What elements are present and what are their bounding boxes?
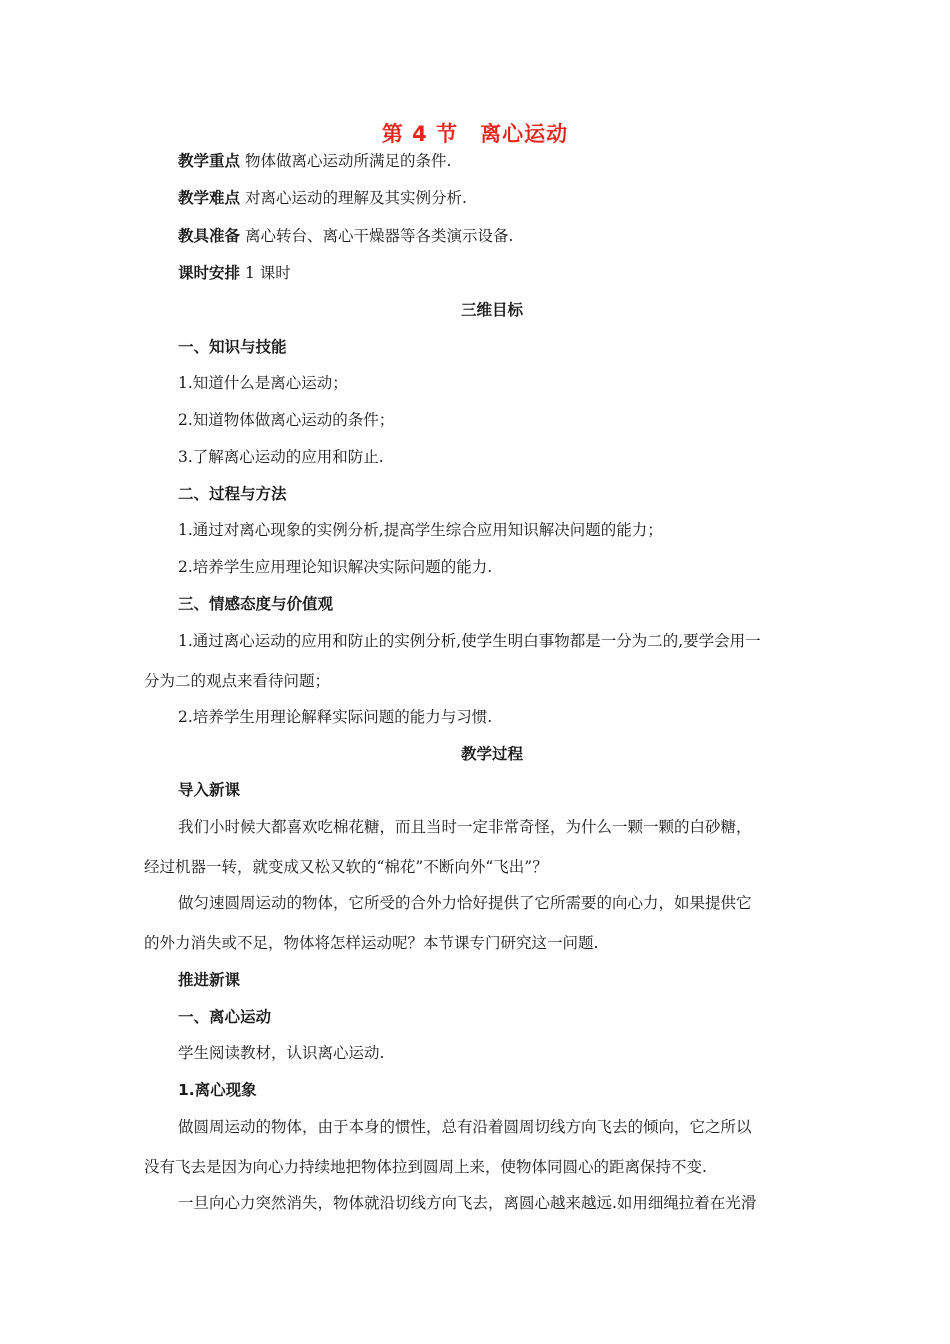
goals-section-1-item: 1.知道什么是离心运动； (178, 374, 348, 392)
goals-section-1-heading: 一、知识与技能 (178, 338, 287, 356)
meta-text: 1 课时 (240, 264, 291, 282)
goals-section-2-heading: 二、过程与方法 (178, 485, 287, 503)
meta-schedule (178, 262, 291, 284)
meta-label: 教学难点 (178, 189, 241, 207)
goals-section-3-item-line: 1.通过离心运动的应用和防止的实例分析,使学生明白事物都是一分为二的,要学会用一 (178, 632, 761, 650)
goals-section-2-item: 2.培养学生应用理论知识解决实际问题的能力. (178, 558, 493, 576)
goals-section-1-item: 3.了解离心运动的应用和防止. (178, 448, 384, 466)
goals-section-1-item: 2.知道物体做离心运动的条件； (178, 411, 395, 429)
meta-label: 课时安排 (178, 264, 241, 282)
advance-paragraph-line: 做圆周运动的物体，由于本身的惯性，总有沿着圆周切线方向飞去的倾向，它之所以 (178, 1118, 752, 1136)
goals-heading: 三维目标 (460, 301, 523, 319)
meta-text: 对离心运动的理解及其实例分析. (240, 189, 467, 207)
intro-paragraph-line: 做匀速圆周运动的物体，它所受的合外力恰好提供了它所需要的向心力，如果提供它 (178, 894, 752, 912)
goals-section-3-heading: 三、情感态度与价值观 (178, 595, 334, 613)
advance-subheading: 一、离心运动 (178, 1008, 272, 1026)
meta-label: 教学重点 (178, 152, 241, 170)
intro-paragraph-line: 我们小时候大都喜欢吃棉花糖，而且当时一定非常奇怪，为什么一颗一颗的白砂糖， (178, 818, 752, 836)
meta-label: 教具准备 (178, 227, 241, 245)
process-heading: 教学过程 (460, 745, 523, 763)
meta-text: 离心转台、离心干燥器等各类演示设备. (240, 227, 514, 245)
intro-paragraph-line: 的外力消失或不足，物体将怎样运动呢？本节课专门研究这一问题. (144, 934, 599, 952)
meta-difficulties (178, 187, 467, 209)
advance-paragraph-line: 一旦向心力突然消失，物体就沿切线方向飞去，离圆心越来越远.如用细绳拉着在光滑 (178, 1194, 757, 1212)
goals-section-2-item: 1.通过对离心现象的实例分析,提高学生综合应用知识解决问题的能力； (178, 521, 663, 539)
meta-equipment (178, 225, 513, 247)
intro-heading: 导入新课 (178, 781, 241, 799)
advance-paragraph-line: 学生阅读教材，认识离心运动. (178, 1044, 385, 1062)
intro-paragraph-line: 经过机器一转，就变成又松又软的“棉花”不断向外“飞出”？ (144, 858, 548, 876)
title-topic: 离心运动 (480, 122, 569, 146)
meta-key-points (178, 150, 451, 172)
title-section-number: 第 4 节 (381, 122, 459, 146)
meta-text: 物体做离心运动所满足的条件. (240, 152, 452, 170)
advance-paragraph-line: 没有飞去是因为向心力持续地把物体拉到圆周上来，使物体同圆心的距离保持不变. (144, 1158, 707, 1176)
document-title (0, 118, 950, 148)
goals-section-3-item: 2.培养学生用理论解释实际问题的能力与习惯. (178, 708, 493, 726)
advance-subheading: 1.离心现象 (178, 1081, 257, 1099)
advance-heading: 推进新课 (178, 971, 241, 989)
goals-section-3-item-line: 分为二的观点来看待问题； (144, 672, 331, 690)
